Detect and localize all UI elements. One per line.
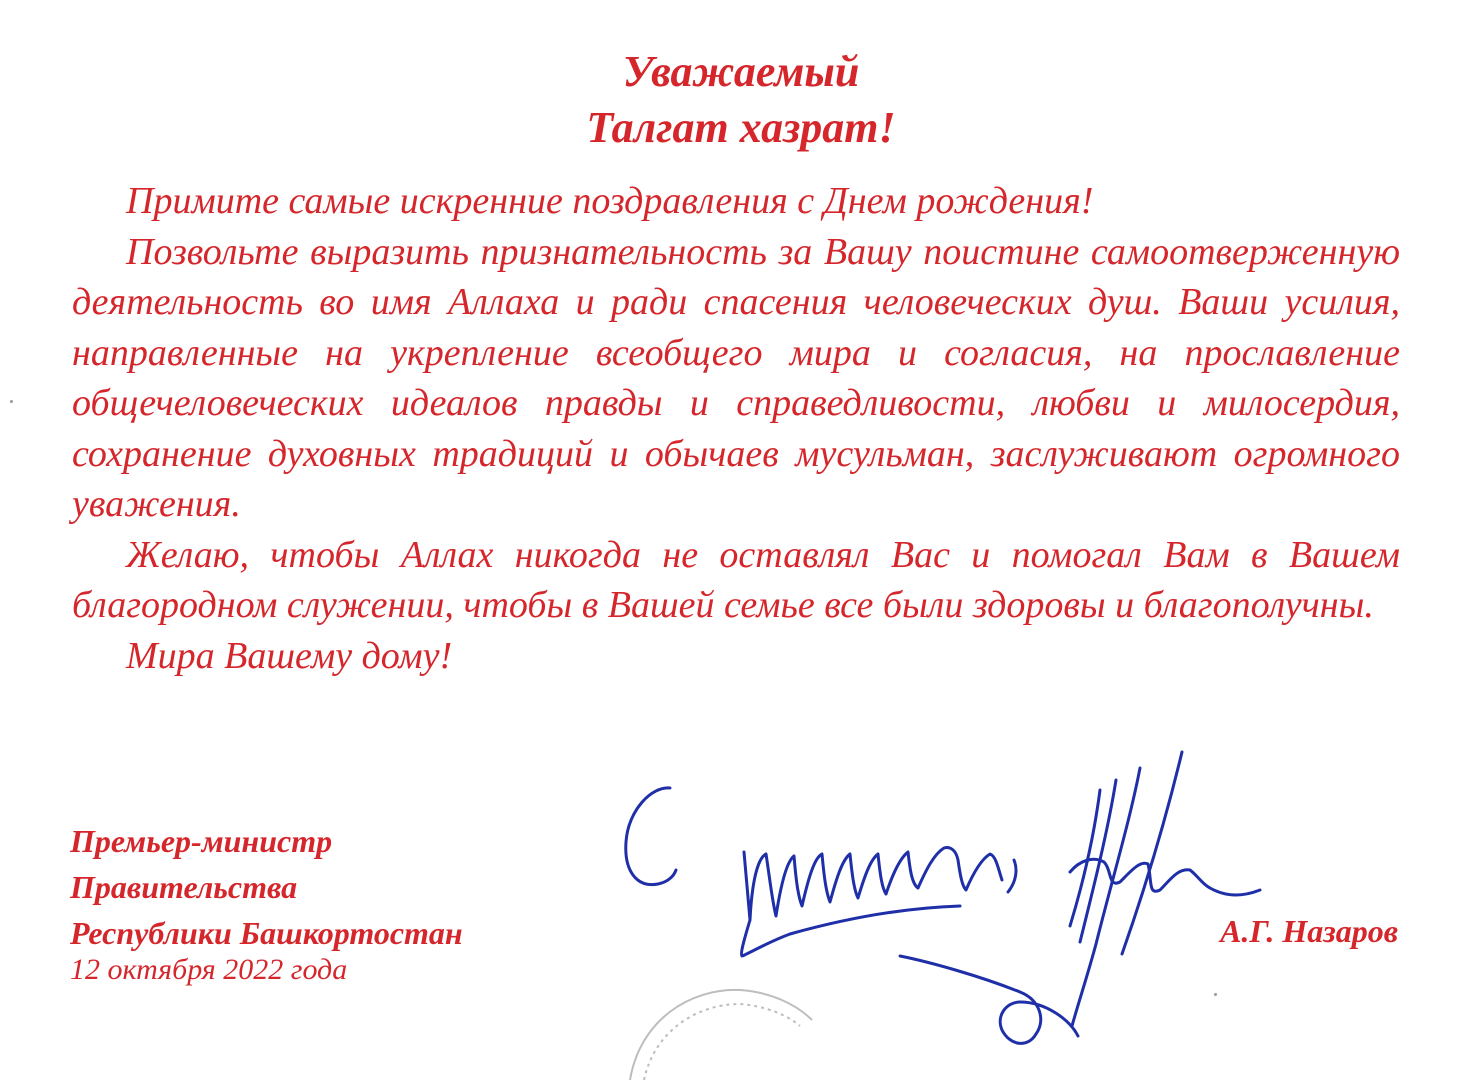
sender-title-line-2: Правительства — [70, 869, 298, 905]
scan-speck — [1214, 993, 1217, 996]
body-paragraph-1: Примите самые искренние поздравления с Днем рождения! — [126, 180, 1094, 222]
scan-speck — [10, 400, 13, 403]
greeting-line-2: Талгат хазрат! — [586, 103, 896, 152]
sender-title-line-3: Республики Башкортостан — [70, 915, 463, 951]
sender-block — [70, 818, 670, 956]
sender-title-line-1: Премьер-министр — [70, 823, 333, 859]
body-paragraph-4: Мира Вашему дому! — [126, 634, 453, 677]
stamp-arc — [600, 960, 840, 1082]
body-paragraph-2: Позвольте выразить признательность за Вашу поистине самоотверженную деятельность во имя Аллаха и ради спасения человеческих душ. Ваши усилия, направленные на укрепление всеобщего мира и согласия, на прославление общечеловеческих идеалов правды и справедливости, любви и милосердия, сохранение духовных традиций и обычаев мусульман, заслуживают огромного уважения. — [72, 230, 1400, 525]
letter-date: 12 октября 2022 года — [70, 953, 348, 986]
body-paragraph-3: Желаю, чтобы Аллах никогда не оставлял Вас и помогал Вам в Вашем благородном служении, чтобы в Вашей семье все были здоровы и благополучны. — [72, 533, 1400, 626]
signer-name: А.Г. Назаров — [1220, 913, 1398, 949]
letter-body — [72, 176, 1400, 681]
greeting-line-1: Уважаемый — [622, 47, 860, 96]
